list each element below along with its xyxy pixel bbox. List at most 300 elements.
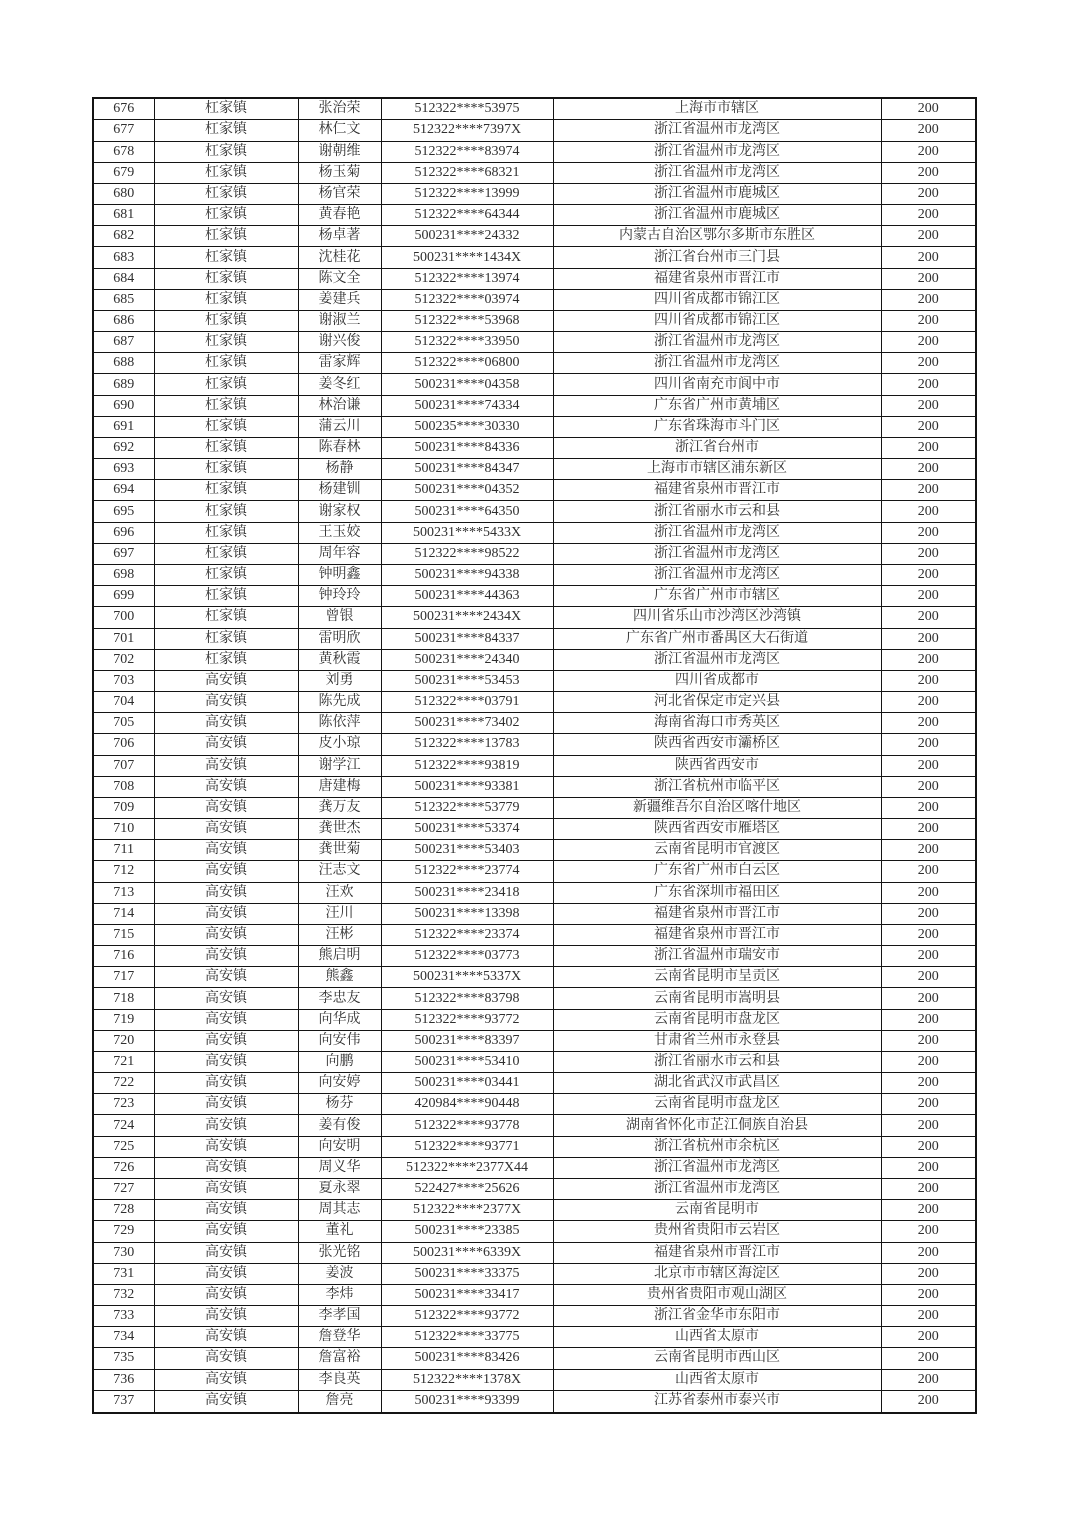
table-row <box>93 1263 976 1284</box>
id-number-cell: 500231****53410 <box>381 1051 553 1072</box>
town-cell: 杠家镇 <box>154 247 298 268</box>
row-number-cell: 701 <box>93 628 154 649</box>
table-row <box>93 459 976 480</box>
person-name-cell: 陈依萍 <box>298 713 381 734</box>
amount-cell: 200 <box>881 395 976 416</box>
town-cell: 高安镇 <box>154 1327 298 1348</box>
row-number-cell: 714 <box>93 903 154 924</box>
town-cell: 杠家镇 <box>154 289 298 310</box>
person-name-cell: 李忠友 <box>298 988 381 1009</box>
town-cell: 高安镇 <box>154 903 298 924</box>
row-number-cell: 728 <box>93 1200 154 1221</box>
row-number-cell: 726 <box>93 1157 154 1178</box>
amount-cell: 200 <box>881 946 976 967</box>
records-table <box>92 97 977 1414</box>
person-name-cell: 夏永翠 <box>298 1178 381 1199</box>
town-cell: 高安镇 <box>154 946 298 967</box>
table-row <box>93 162 976 183</box>
town-cell: 高安镇 <box>154 1369 298 1390</box>
town-cell: 杠家镇 <box>154 480 298 501</box>
town-cell: 高安镇 <box>154 1348 298 1369</box>
id-number-cell: 522427****25626 <box>381 1178 553 1199</box>
region-cell: 上海市市辖区 <box>553 98 881 120</box>
id-number-cell: 420984****90448 <box>381 1094 553 1115</box>
region-cell: 四川省成都市锦江区 <box>553 289 881 310</box>
table-row <box>93 332 976 353</box>
town-cell: 高安镇 <box>154 755 298 776</box>
region-cell: 贵州省贵阳市云岩区 <box>553 1221 881 1242</box>
row-number-cell: 711 <box>93 840 154 861</box>
person-name-cell: 汪川 <box>298 903 381 924</box>
region-cell: 云南省昆明市西山区 <box>553 1348 881 1369</box>
region-cell: 甘肃省兰州市永登县 <box>553 1030 881 1051</box>
amount-cell: 200 <box>881 459 976 480</box>
id-number-cell: 500231****5337X <box>381 967 553 988</box>
region-cell: 新疆维吾尔自治区喀什地区 <box>553 797 881 818</box>
table-row <box>93 713 976 734</box>
amount-cell: 200 <box>881 1348 976 1369</box>
region-cell: 浙江省台州市三门县 <box>553 247 881 268</box>
town-cell: 杠家镇 <box>154 310 298 331</box>
person-name-cell: 向华成 <box>298 1009 381 1030</box>
person-name-cell: 张治荣 <box>298 98 381 120</box>
table-row <box>93 903 976 924</box>
town-cell: 高安镇 <box>154 1136 298 1157</box>
table-row <box>93 374 976 395</box>
amount-cell: 200 <box>881 1242 976 1263</box>
table-row <box>93 565 976 586</box>
town-cell: 杠家镇 <box>154 459 298 480</box>
amount-cell: 200 <box>881 247 976 268</box>
amount-cell: 200 <box>881 289 976 310</box>
person-name-cell: 熊启明 <box>298 946 381 967</box>
town-cell: 高安镇 <box>154 1115 298 1136</box>
amount-cell: 200 <box>881 1136 976 1157</box>
id-number-cell: 500231****04352 <box>381 480 553 501</box>
person-name-cell: 李良英 <box>298 1369 381 1390</box>
amount-cell: 200 <box>881 120 976 141</box>
person-name-cell: 陈春林 <box>298 437 381 458</box>
town-cell: 高安镇 <box>154 1051 298 1072</box>
amount-cell: 200 <box>881 437 976 458</box>
table-row <box>93 1390 976 1413</box>
table-row <box>93 797 976 818</box>
person-name-cell: 李孝国 <box>298 1306 381 1327</box>
town-cell: 高安镇 <box>154 776 298 797</box>
amount-cell: 200 <box>881 332 976 353</box>
region-cell: 浙江省杭州市余杭区 <box>553 1136 881 1157</box>
town-cell: 杠家镇 <box>154 522 298 543</box>
region-cell: 浙江省温州市龙湾区 <box>553 543 881 564</box>
table-row <box>93 988 976 1009</box>
amount-cell: 200 <box>881 416 976 437</box>
id-number-cell: 500231****84347 <box>381 459 553 480</box>
town-cell: 高安镇 <box>154 797 298 818</box>
town-cell: 高安镇 <box>154 1200 298 1221</box>
amount-cell: 200 <box>881 988 976 1009</box>
amount-cell: 200 <box>881 1094 976 1115</box>
table-row <box>93 819 976 840</box>
table-row <box>93 692 976 713</box>
row-number-cell: 706 <box>93 734 154 755</box>
town-cell: 高安镇 <box>154 1030 298 1051</box>
amount-cell: 200 <box>881 861 976 882</box>
amount-cell: 200 <box>881 797 976 818</box>
region-cell: 福建省泉州市晋江市 <box>553 903 881 924</box>
amount-cell: 200 <box>881 607 976 628</box>
row-number-cell: 694 <box>93 480 154 501</box>
id-number-cell: 512322****53968 <box>381 310 553 331</box>
row-number-cell: 734 <box>93 1327 154 1348</box>
table-row <box>93 205 976 226</box>
town-cell: 杠家镇 <box>154 501 298 522</box>
row-number-cell: 722 <box>93 1073 154 1094</box>
id-number-cell: 500231****74334 <box>381 395 553 416</box>
table-row <box>93 437 976 458</box>
amount-cell: 200 <box>881 480 976 501</box>
table-row <box>93 776 976 797</box>
person-name-cell: 李炜 <box>298 1284 381 1305</box>
person-name-cell: 皮小琼 <box>298 734 381 755</box>
person-name-cell: 姜有俊 <box>298 1115 381 1136</box>
person-name-cell: 龚万友 <box>298 797 381 818</box>
id-number-cell: 512322****93772 <box>381 1306 553 1327</box>
table-row <box>93 1094 976 1115</box>
id-number-cell: 500231****33417 <box>381 1284 553 1305</box>
amount-cell: 200 <box>881 924 976 945</box>
town-cell: 杠家镇 <box>154 628 298 649</box>
row-number-cell: 676 <box>93 98 154 120</box>
row-number-cell: 737 <box>93 1390 154 1413</box>
row-number-cell: 682 <box>93 226 154 247</box>
table-row <box>93 1306 976 1327</box>
id-number-cell: 512322****68321 <box>381 162 553 183</box>
table-row <box>93 501 976 522</box>
id-number-cell: 512322****93771 <box>381 1136 553 1157</box>
table-row <box>93 924 976 945</box>
town-cell: 高安镇 <box>154 819 298 840</box>
region-cell: 广东省广州市番禺区大石街道 <box>553 628 881 649</box>
id-number-cell: 500231****04358 <box>381 374 553 395</box>
row-number-cell: 704 <box>93 692 154 713</box>
table-row <box>93 141 976 162</box>
person-name-cell: 詹登华 <box>298 1327 381 1348</box>
region-cell: 浙江省温州市龙湾区 <box>553 162 881 183</box>
table-row <box>93 607 976 628</box>
row-number-cell: 730 <box>93 1242 154 1263</box>
row-number-cell: 725 <box>93 1136 154 1157</box>
id-number-cell: 512322****1378X <box>381 1369 553 1390</box>
amount-cell: 200 <box>881 1263 976 1284</box>
person-name-cell: 周其志 <box>298 1200 381 1221</box>
amount-cell: 200 <box>881 1157 976 1178</box>
amount-cell: 200 <box>881 98 976 120</box>
town-cell: 杠家镇 <box>154 226 298 247</box>
table-row <box>93 840 976 861</box>
town-cell: 杠家镇 <box>154 437 298 458</box>
table-row <box>93 522 976 543</box>
region-cell: 山西省太原市 <box>553 1369 881 1390</box>
row-number-cell: 691 <box>93 416 154 437</box>
id-number-cell: 500235****30330 <box>381 416 553 437</box>
region-cell: 广东省广州市白云区 <box>553 861 881 882</box>
region-cell: 浙江省温州市龙湾区 <box>553 1178 881 1199</box>
town-cell: 杠家镇 <box>154 374 298 395</box>
amount-cell: 200 <box>881 586 976 607</box>
person-name-cell: 钟玲玲 <box>298 586 381 607</box>
table-row <box>93 1009 976 1030</box>
amount-cell: 200 <box>881 1051 976 1072</box>
person-name-cell: 向安婷 <box>298 1073 381 1094</box>
person-name-cell: 杨卓著 <box>298 226 381 247</box>
region-cell: 江苏省泰州市泰兴市 <box>553 1390 881 1413</box>
amount-cell: 200 <box>881 1306 976 1327</box>
table-row <box>93 310 976 331</box>
table-row <box>93 268 976 289</box>
person-name-cell: 曾银 <box>298 607 381 628</box>
amount-cell: 200 <box>881 1327 976 1348</box>
table-row <box>93 1348 976 1369</box>
id-number-cell: 500231****53403 <box>381 840 553 861</box>
id-number-cell: 512322****98522 <box>381 543 553 564</box>
region-cell: 浙江省丽水市云和县 <box>553 1051 881 1072</box>
amount-cell: 200 <box>881 1200 976 1221</box>
region-cell: 福建省泉州市晋江市 <box>553 1242 881 1263</box>
region-cell: 云南省昆明市官渡区 <box>553 840 881 861</box>
table-row <box>93 1284 976 1305</box>
id-number-cell: 500231****83397 <box>381 1030 553 1051</box>
town-cell: 杠家镇 <box>154 395 298 416</box>
row-number-cell: 681 <box>93 205 154 226</box>
row-number-cell: 702 <box>93 649 154 670</box>
town-cell: 高安镇 <box>154 670 298 691</box>
id-number-cell: 512322****13999 <box>381 183 553 204</box>
person-name-cell: 杨静 <box>298 459 381 480</box>
row-number-cell: 708 <box>93 776 154 797</box>
person-name-cell: 熊鑫 <box>298 967 381 988</box>
region-cell: 海南省海口市秀英区 <box>553 713 881 734</box>
row-number-cell: 679 <box>93 162 154 183</box>
region-cell: 浙江省温州市龙湾区 <box>553 522 881 543</box>
region-cell: 陕西省西安市雁塔区 <box>553 819 881 840</box>
person-name-cell: 董礼 <box>298 1221 381 1242</box>
region-cell: 浙江省杭州市临平区 <box>553 776 881 797</box>
table-row <box>93 1369 976 1390</box>
town-cell: 高安镇 <box>154 734 298 755</box>
amount-cell: 200 <box>881 565 976 586</box>
amount-cell: 200 <box>881 1115 976 1136</box>
town-cell: 高安镇 <box>154 1306 298 1327</box>
town-cell: 杠家镇 <box>154 162 298 183</box>
region-cell: 福建省泉州市晋江市 <box>553 924 881 945</box>
row-number-cell: 732 <box>93 1284 154 1305</box>
person-name-cell: 张光铭 <box>298 1242 381 1263</box>
town-cell: 高安镇 <box>154 1221 298 1242</box>
id-number-cell: 512322****64344 <box>381 205 553 226</box>
person-name-cell: 谢家权 <box>298 501 381 522</box>
town-cell: 高安镇 <box>154 1390 298 1413</box>
row-number-cell: 735 <box>93 1348 154 1369</box>
table-row <box>93 98 976 120</box>
amount-cell: 200 <box>881 967 976 988</box>
id-number-cell: 500231****24332 <box>381 226 553 247</box>
table-row <box>93 183 976 204</box>
amount-cell: 200 <box>881 1390 976 1413</box>
person-name-cell: 林仁文 <box>298 120 381 141</box>
table-row <box>93 755 976 776</box>
amount-cell: 200 <box>881 353 976 374</box>
row-number-cell: 690 <box>93 395 154 416</box>
id-number-cell: 512322****7397X <box>381 120 553 141</box>
id-number-cell: 500231****83426 <box>381 1348 553 1369</box>
person-name-cell: 詹富裕 <box>298 1348 381 1369</box>
row-number-cell: 713 <box>93 882 154 903</box>
row-number-cell: 684 <box>93 268 154 289</box>
id-number-cell: 512322****13783 <box>381 734 553 755</box>
region-cell: 广东省广州市黄埔区 <box>553 395 881 416</box>
row-number-cell: 717 <box>93 967 154 988</box>
region-cell: 云南省昆明市盘龙区 <box>553 1009 881 1030</box>
table-row <box>93 861 976 882</box>
id-number-cell: 500231****84337 <box>381 628 553 649</box>
table-row <box>93 1178 976 1199</box>
row-number-cell: 710 <box>93 819 154 840</box>
amount-cell: 200 <box>881 543 976 564</box>
id-number-cell: 512322****2377X44 <box>381 1157 553 1178</box>
id-number-cell: 500231****6339X <box>381 1242 553 1263</box>
region-cell: 陕西省西安市灞桥区 <box>553 734 881 755</box>
town-cell: 高安镇 <box>154 1073 298 1094</box>
id-number-cell: 500231****93399 <box>381 1390 553 1413</box>
amount-cell: 200 <box>881 670 976 691</box>
person-name-cell: 杨芬 <box>298 1094 381 1115</box>
row-number-cell: 696 <box>93 522 154 543</box>
town-cell: 高安镇 <box>154 1263 298 1284</box>
id-number-cell: 512322****93778 <box>381 1115 553 1136</box>
id-number-cell: 500231****13398 <box>381 903 553 924</box>
id-number-cell: 500231****23418 <box>381 882 553 903</box>
region-cell: 内蒙古自治区鄂尔多斯市东胜区 <box>553 226 881 247</box>
row-number-cell: 733 <box>93 1306 154 1327</box>
region-cell: 浙江省丽水市云和县 <box>553 501 881 522</box>
row-number-cell: 720 <box>93 1030 154 1051</box>
id-number-cell: 512322****03974 <box>381 289 553 310</box>
row-number-cell: 729 <box>93 1221 154 1242</box>
row-number-cell: 687 <box>93 332 154 353</box>
id-number-cell: 512322****03773 <box>381 946 553 967</box>
region-cell: 浙江省温州市鹿城区 <box>553 183 881 204</box>
row-number-cell: 680 <box>93 183 154 204</box>
table-row <box>93 416 976 437</box>
table-row <box>93 670 976 691</box>
row-number-cell: 683 <box>93 247 154 268</box>
id-number-cell: 512322****33950 <box>381 332 553 353</box>
person-name-cell: 姜波 <box>298 1263 381 1284</box>
region-cell: 湖北省武汉市武昌区 <box>553 1073 881 1094</box>
table-row <box>93 1030 976 1051</box>
region-cell: 四川省成都市锦江区 <box>553 310 881 331</box>
amount-cell: 200 <box>881 840 976 861</box>
region-cell: 浙江省台州市 <box>553 437 881 458</box>
row-number-cell: 697 <box>93 543 154 564</box>
town-cell: 杠家镇 <box>154 543 298 564</box>
region-cell: 四川省成都市 <box>553 670 881 691</box>
amount-cell: 200 <box>881 310 976 331</box>
region-cell: 浙江省温州市龙湾区 <box>553 565 881 586</box>
row-number-cell: 705 <box>93 713 154 734</box>
town-cell: 高安镇 <box>154 1284 298 1305</box>
region-cell: 浙江省温州市龙湾区 <box>553 141 881 162</box>
row-number-cell: 736 <box>93 1369 154 1390</box>
region-cell: 四川省乐山市沙湾区沙湾镇 <box>553 607 881 628</box>
row-number-cell: 727 <box>93 1178 154 1199</box>
person-name-cell: 向安明 <box>298 1136 381 1157</box>
id-number-cell: 500231****33375 <box>381 1263 553 1284</box>
person-name-cell: 杨建钏 <box>298 480 381 501</box>
town-cell: 杠家镇 <box>154 586 298 607</box>
row-number-cell: 692 <box>93 437 154 458</box>
amount-cell: 200 <box>881 1221 976 1242</box>
person-name-cell: 刘勇 <box>298 670 381 691</box>
amount-cell: 200 <box>881 1030 976 1051</box>
amount-cell: 200 <box>881 1369 976 1390</box>
amount-cell: 200 <box>881 903 976 924</box>
row-number-cell: 712 <box>93 861 154 882</box>
row-number-cell: 719 <box>93 1009 154 1030</box>
table-row <box>93 649 976 670</box>
row-number-cell: 688 <box>93 353 154 374</box>
person-name-cell: 钟明鑫 <box>298 565 381 586</box>
table-row <box>93 1115 976 1136</box>
id-number-cell: 500231****53374 <box>381 819 553 840</box>
town-cell: 杠家镇 <box>154 353 298 374</box>
town-cell: 高安镇 <box>154 1009 298 1030</box>
person-name-cell: 杨官荣 <box>298 183 381 204</box>
amount-cell: 200 <box>881 1009 976 1030</box>
amount-cell: 200 <box>881 1073 976 1094</box>
person-name-cell: 谢学江 <box>298 755 381 776</box>
amount-cell: 200 <box>881 205 976 226</box>
amount-cell: 200 <box>881 755 976 776</box>
region-cell: 北京市市辖区海淀区 <box>553 1263 881 1284</box>
table-row <box>93 882 976 903</box>
id-number-cell: 500231****23385 <box>381 1221 553 1242</box>
region-cell: 浙江省金华市东阳市 <box>553 1306 881 1327</box>
region-cell: 广东省珠海市斗门区 <box>553 416 881 437</box>
person-name-cell: 谢朝维 <box>298 141 381 162</box>
table-row <box>93 1157 976 1178</box>
person-name-cell: 汪彬 <box>298 924 381 945</box>
town-cell: 高安镇 <box>154 1178 298 1199</box>
row-number-cell: 689 <box>93 374 154 395</box>
id-number-cell: 512322****03791 <box>381 692 553 713</box>
town-cell: 杠家镇 <box>154 268 298 289</box>
person-name-cell: 龚世杰 <box>298 819 381 840</box>
person-name-cell: 汪志文 <box>298 861 381 882</box>
region-cell: 浙江省温州市龙湾区 <box>553 120 881 141</box>
town-cell: 杠家镇 <box>154 183 298 204</box>
row-number-cell: 698 <box>93 565 154 586</box>
town-cell: 杠家镇 <box>154 205 298 226</box>
table-row <box>93 1327 976 1348</box>
amount-cell: 200 <box>881 141 976 162</box>
id-number-cell: 500231****93381 <box>381 776 553 797</box>
region-cell: 上海市市辖区浦东新区 <box>553 459 881 480</box>
person-name-cell: 蒲云川 <box>298 416 381 437</box>
town-cell: 高安镇 <box>154 924 298 945</box>
person-name-cell: 林治谦 <box>298 395 381 416</box>
person-name-cell: 杨玉菊 <box>298 162 381 183</box>
